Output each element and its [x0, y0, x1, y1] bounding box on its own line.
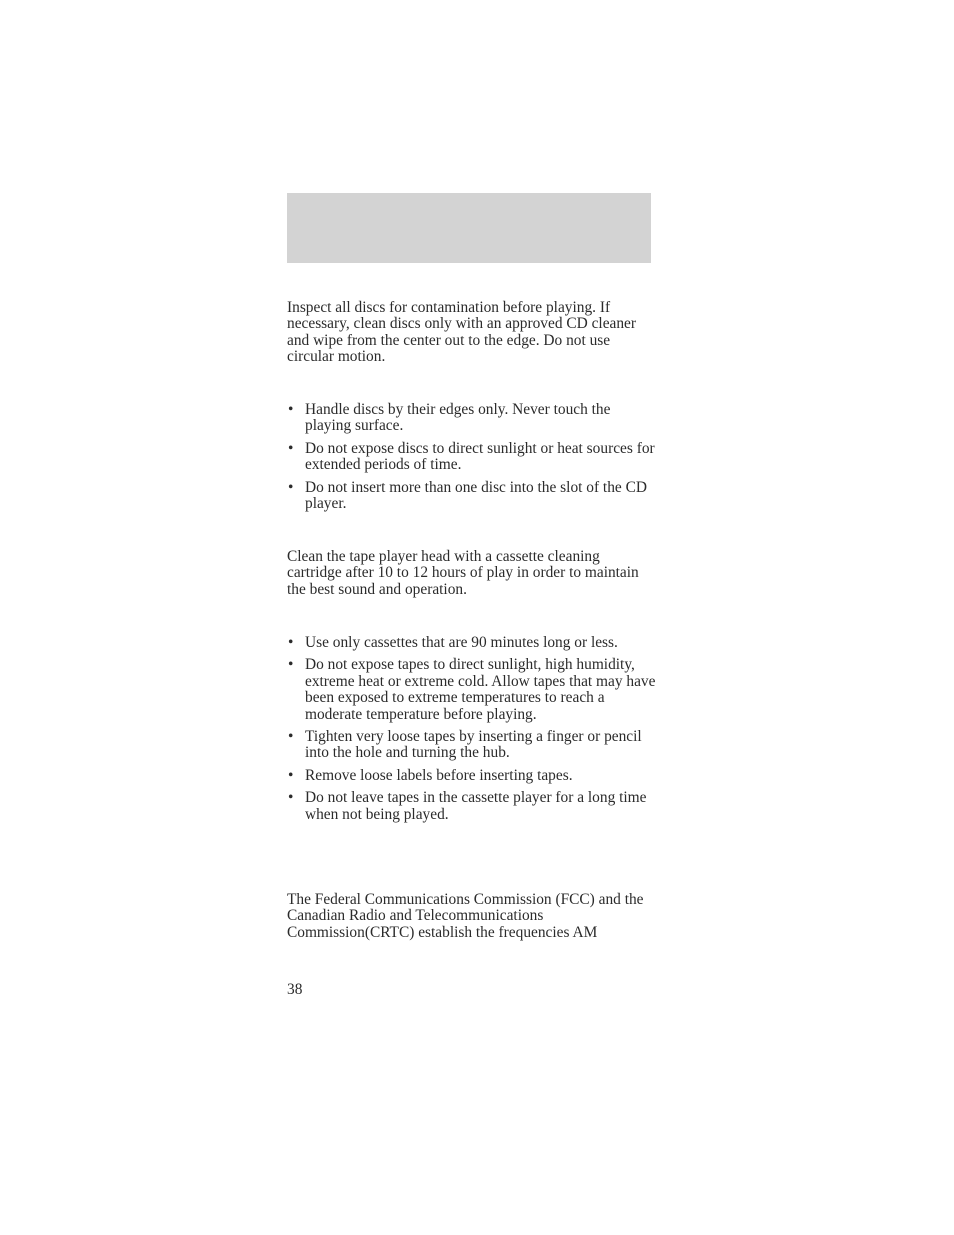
- section-header-band: [287, 193, 651, 263]
- disc-tips-list: [287, 402, 657, 518]
- bullet-icon: •: [288, 634, 294, 651]
- bullet-icon: •: [288, 656, 294, 674]
- list-item: [287, 790, 657, 823]
- tape-care-paragraph: Clean the tape player head with a cassette cleaning cartridge after 10 to 12 hours of play in order to maintain the best sound and operation.: [287, 548, 639, 598]
- tape-tips-list: [287, 635, 657, 829]
- list-item: [287, 480, 657, 513]
- bullet-icon: •: [288, 439, 294, 457]
- list-item: [287, 402, 657, 435]
- list-item-text: Handle discs by their edges only. Never touch the playing surface.: [305, 401, 611, 435]
- list-item-text: Do not expose tapes to direct sunlight, high humidity, extreme heat or extreme cold. Allow tapes that may have been exposed to extreme temperatures to reach a moderate temperature before playing.: [305, 656, 656, 723]
- list-item: [287, 729, 657, 762]
- list-item-text: Do not insert more than one disc into the slot of the CD player.: [305, 478, 647, 513]
- list-item-text: Use only cassettes that are 90 minutes long or less.: [305, 634, 618, 651]
- cd-care-paragraph: Inspect all discs for contamination before playing. If necessary, clean discs only with an approved CD cleaner and wipe from the center out to the edge. Do not use circular motion.: [287, 299, 637, 366]
- list-item-text: Remove loose labels before inserting tapes.: [305, 766, 573, 784]
- fcc-paragraph: The Federal Communications Commission (FCC) and the Canadian Radio and Telecommunications Commission(CRTC) establish the frequencies AM: [287, 891, 644, 941]
- bullet-icon: •: [288, 789, 294, 807]
- list-item-text: Do not expose discs to direct sunlight or heat sources for extended periods of time.: [305, 439, 655, 474]
- list-item: [287, 441, 657, 474]
- list-item-text: Tighten very loose tapes by inserting a finger or pencil into the hole and turning the hub.: [305, 728, 642, 762]
- page-number: 38: [287, 981, 303, 998]
- bullet-icon: •: [288, 401, 294, 418]
- bullet-icon: •: [288, 766, 294, 784]
- bullet-icon: •: [288, 478, 294, 496]
- list-item: [287, 657, 657, 723]
- bullet-icon: •: [288, 728, 294, 746]
- list-item-text: Do not leave tapes in the cassette player for a long time when not being played.: [305, 789, 647, 823]
- list-item: [287, 635, 657, 651]
- list-item: [287, 768, 657, 784]
